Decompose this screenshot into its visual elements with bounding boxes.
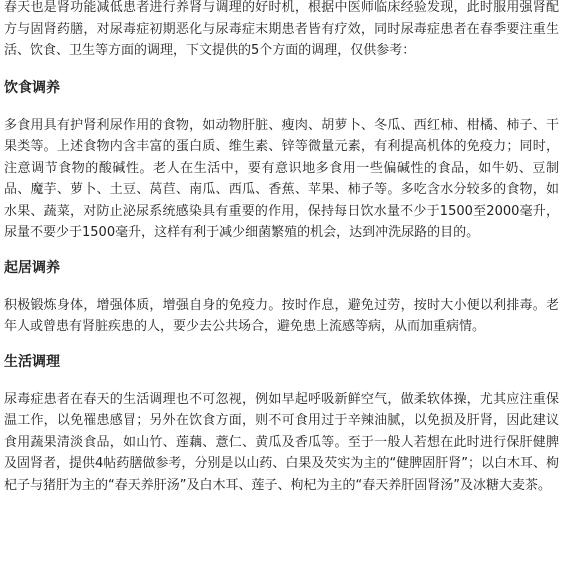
intro-paragraph: 春天也是肾功能减低患者进行养肾与调理的好时机，根据中医师临床经验发现，此时服用强肾配方与固肾药膳，对尿毒症初期恶化与尿毒症末期患者皆有疗效，同时尿毒症患者在春季要注重生活、饮食、卫生等方面的调理，下文提供的5个方面的调理，仅供参考： — [4, 0, 559, 58]
section-heading-living: 起居调养 — [4, 259, 60, 276]
section-heading-diet: 饮食调养 — [4, 79, 60, 96]
section-body-living: 积极锻炼身体，增强体质，增强自身的免疫力。按时作息，避免过劳，按时大小便以利排毒。老年人或曾患有肾脏疾患的人，要少去公共场合，避免患上流感等病，从而加重病情。 — [4, 297, 559, 334]
section-body-diet: 多食用具有护肾利尿作用的食物，如动物肝脏、瘦肉、胡萝卜、冬瓜、西红柿、柑橘、柿子、干果类等。上述食物内含丰富的蛋白质、维生素、锌等微量元素，有利提高机体的免疫力；同时，注意调节食物的酸碱性。老人在生活中，要有意识地多食用一些偏碱性的食品，如牛奶、豆制品、魔芋、萝卜、土豆、莴苣、南瓜、西瓜、香蕉、苹果、柿子等。多吃含水分较多的食物，如水果、蔬菜，对防止泌尿系统感染具有重要的作用，保持每日饮水量不少于1500至2000毫升，尿量不要少于1500毫升，这样有利于减少细菌繁殖的机会，达到冲洗尿路的目的。 — [4, 117, 559, 240]
section-heading-life: 生活调理 — [4, 353, 60, 370]
section-body-life: 尿毒症患者在春天的生活调理也不可忽视，例如早起呼吸新鲜空气，做柔软体操，尤其应注重保温工作，以免罹患感冒；另外在饮食方面，则不可食用过于辛辣油腻，以免损及肝肾，因此建议食用蔬果清淡食品，如山竹、莲藕、薏仁、黄瓜及香瓜等。至于一般人若想在此时进行保肝健脾及固肾者，提供4帖药膳做参考，分别是以山药、白果及芡实为主的“健脾固肝肾”；以白木耳、枸杞子与猪肝为主的“春天养肝汤”及白木耳、莲子、枸杞为主的“春天养肝固肾汤”及冰糖大麦茶。 — [4, 391, 559, 493]
